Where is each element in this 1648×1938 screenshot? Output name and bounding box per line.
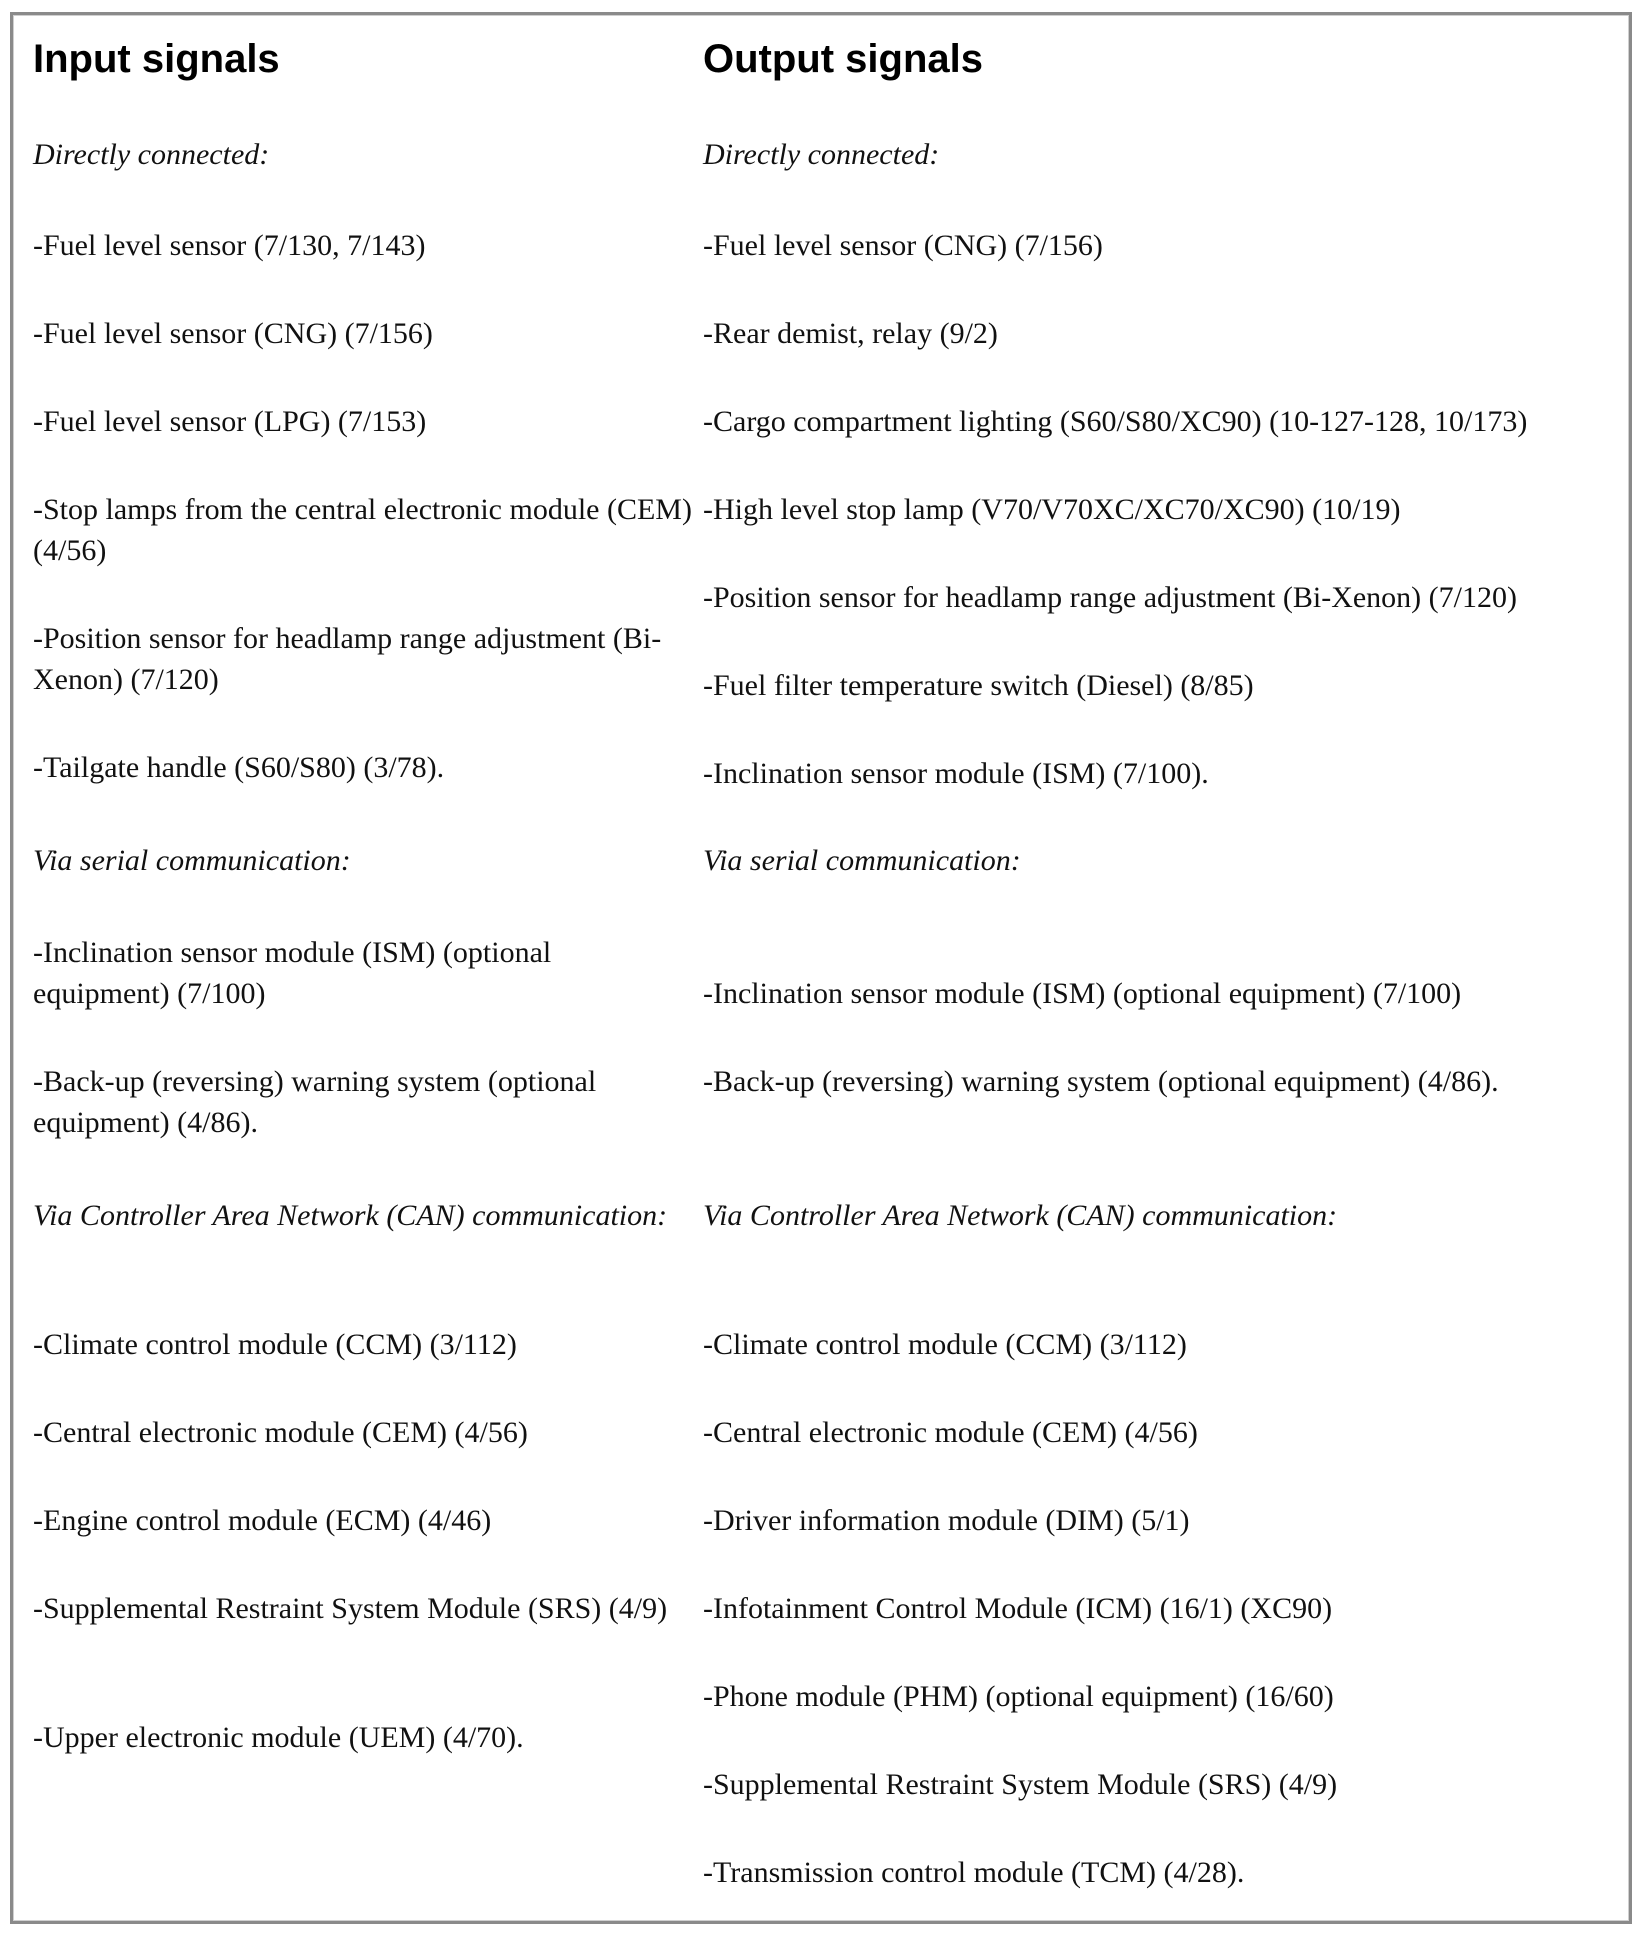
input-signals-title: Input signals — [33, 37, 280, 81]
output-signals-title: Output signals — [703, 37, 983, 81]
input-can-item: -Upper electronic module (UEM) (4/70). — [33, 1721, 524, 1754]
input-direct-item: -Fuel level sensor (7/130, 7/143) — [33, 229, 426, 262]
input-direct-item: -Stop lamps from the central electronic module (CEM) (4/56) — [33, 493, 692, 567]
input-direct-item: -Fuel level sensor (LPG) (7/153) — [33, 405, 427, 438]
input-can-item: -Central electronic module (CEM) (4/56) — [33, 1416, 528, 1449]
input-can-heading: Via Controller Area Network (CAN) communication: — [33, 1199, 668, 1232]
output-direct-item: -High level stop lamp (V70/V70XC/XC70/XC90) (10/19) — [703, 493, 1401, 526]
output-can-item: -Supplemental Restraint System Module (SRS) (4/9) — [703, 1768, 1338, 1801]
output-directly-connected-heading: Directly connected: — [703, 138, 940, 171]
output-can-item: -Phone module (PHM) (optional equipment) (16/60) — [703, 1680, 1334, 1713]
output-can-item: -Infotainment Control Module (ICM) (16/1) (XC90) — [703, 1592, 1333, 1625]
input-can-item: -Supplemental Restraint System Module (SRS) (4/9) — [33, 1592, 668, 1625]
output-direct-item: -Inclination sensor module (ISM) (7/100). — [703, 757, 1209, 790]
input-serial-heading: Via serial communication: — [33, 844, 351, 877]
output-direct-item: -Cargo compartment lighting (S60/S80/XC90) (10-127-128, 10/173) — [703, 405, 1528, 438]
input-directly-connected-heading: Directly connected: — [33, 138, 270, 171]
output-direct-item: -Fuel filter temperature switch (Diesel) (8/85) — [703, 669, 1254, 702]
input-direct-item: -Tailgate handle (S60/S80) (3/78). — [33, 751, 445, 784]
output-can-heading: Via Controller Area Network (CAN) communication: — [703, 1199, 1338, 1232]
output-serial-item: -Back-up (reversing) warning system (optional equipment) (4/86). — [703, 1065, 1499, 1098]
output-serial-heading: Via serial communication: — [703, 844, 1021, 877]
document-frame — [10, 12, 1632, 1924]
input-serial-item: -Inclination sensor module (ISM) (optional equipment) (7/100) — [33, 936, 552, 1010]
output-can-item: -Central electronic module (CEM) (4/56) — [703, 1416, 1198, 1449]
output-direct-item: -Rear demist, relay (9/2) — [703, 317, 998, 350]
output-can-item: -Transmission control module (TCM) (4/28). — [703, 1856, 1245, 1889]
output-can-item: -Climate control module (CCM) (3/112) — [703, 1328, 1187, 1361]
input-direct-item: -Position sensor for headlamp range adjustment (Bi-Xenon) (7/120) — [33, 622, 662, 696]
output-direct-item: -Fuel level sensor (CNG) (7/156) — [703, 229, 1103, 262]
input-direct-item: -Fuel level sensor (CNG) (7/156) — [33, 317, 433, 350]
output-direct-item: -Position sensor for headlamp range adjustment (Bi-Xenon) (7/120) — [703, 581, 1517, 614]
input-can-item: -Engine control module (ECM) (4/46) — [33, 1504, 492, 1537]
input-serial-item: -Back-up (reversing) warning system (optional equipment) (4/86). — [33, 1065, 597, 1139]
output-serial-item: -Inclination sensor module (ISM) (optional equipment) (7/100) — [703, 977, 1462, 1010]
input-can-item: -Climate control module (CCM) (3/112) — [33, 1328, 517, 1361]
output-can-item: -Driver information module (DIM) (5/1) — [703, 1504, 1190, 1537]
